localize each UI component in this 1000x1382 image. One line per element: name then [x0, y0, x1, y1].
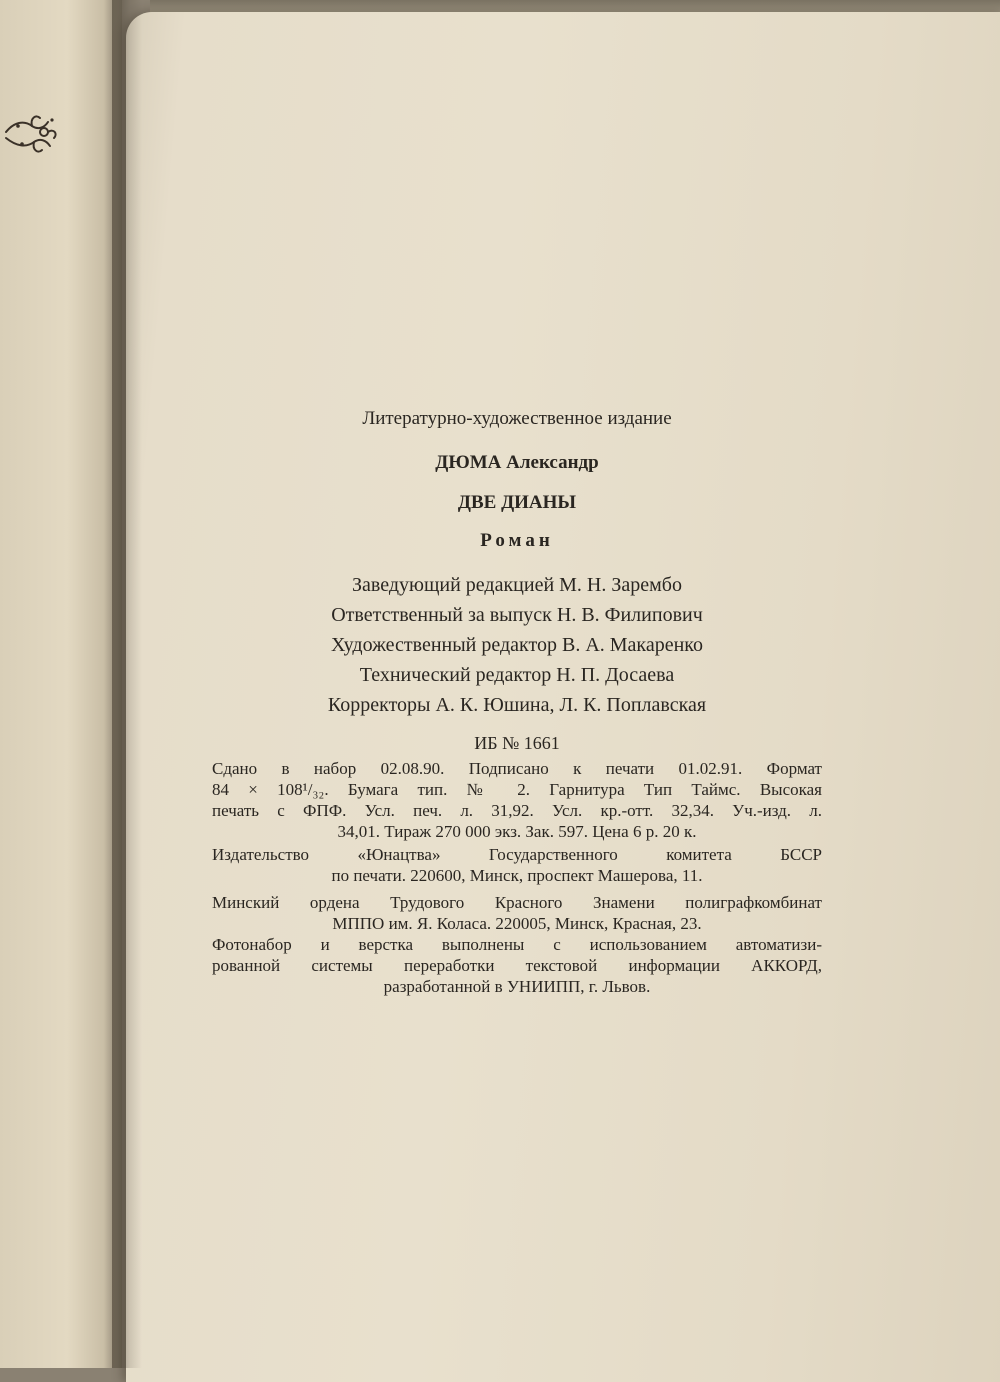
author-name: ДЮМА Александр [435, 452, 599, 473]
facing-page [0, 0, 122, 1368]
print-details-line: 84 × 108¹/₃₂. Бумага тип. № 2. Гарнитура Тип Таймс. Высокая [212, 780, 822, 799]
credit-line: Художественный редактор В. А. Макаренко [330, 634, 703, 656]
printer-line: разработанной в УНИИПП, г. Львов. [383, 977, 651, 996]
book-title: ДВЕ ДИАНЫ [457, 492, 577, 513]
printer-info [212, 892, 822, 997]
ib-number: ИБ № 1661 [474, 733, 560, 753]
credit-line: Технический редактор Н. П. Досаева [359, 664, 675, 686]
imprint-block [212, 408, 822, 997]
print-details-line: Сдано в набор 02.08.90. Подписано к печати 01.02.91. Формат [212, 759, 822, 778]
print-details [212, 758, 822, 842]
publisher-line: Издательство «Юнацтва» Государственного комитета БССР [212, 845, 822, 864]
credit-line: Ответственный за выпуск Н. В. Филипович [331, 604, 703, 626]
editorial-credits [212, 570, 822, 720]
publisher-info [212, 844, 822, 886]
credit-line: Корректоры А. К. Юшина, Л. К. Поплавская [327, 694, 707, 716]
book-spine-shadow [112, 0, 142, 1368]
edition-type: Литературно-художественное издание [362, 408, 672, 429]
publisher-line: по печати. 220600, Минск, проспект Машерова, 11. [331, 866, 703, 885]
print-details-line: печать с ФПФ. Усл. печ. л. 31,92. Усл. кр.-отт. 32,34. Уч.-изд. л. [212, 801, 822, 820]
printer-line: МППО им. Я. Коласа. 220005, Минск, Красная, 23. [332, 914, 702, 933]
credit-line: Заведующий редакцией М. Н. Зарембо [352, 574, 682, 596]
print-details-line: 34,01. Тираж 270 000 экз. Зак. 597. Цена 6 р. 20 к. [337, 822, 697, 841]
printer-line: рованной системы переработки текстовой информации АККОРД, [212, 956, 822, 975]
genre-label: Роман [480, 530, 554, 551]
floral-ornament-icon [4, 108, 60, 156]
printer-line: Минский ордена Трудового Красного Знамени полиграфкомбинат [212, 893, 822, 912]
printer-line: Фотонабор и верстка выполнены с использованием автоматизи- [212, 935, 822, 954]
